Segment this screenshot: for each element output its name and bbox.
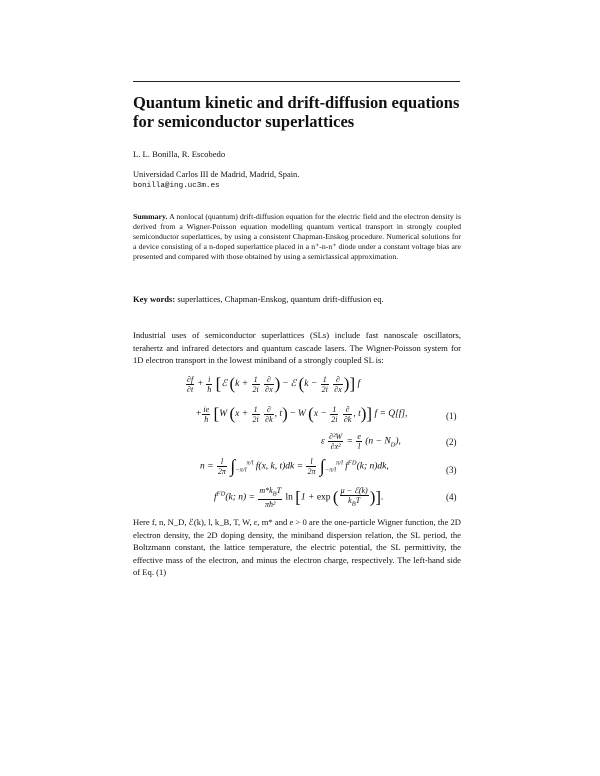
summary: [133, 212, 461, 262]
equation-1-line-2: + $\frac{ie}{ħ}$ [W (x + $\frac{1}{2i}$ $\frac{\partial}{\partial k}$ , t) − W (x − $\frac{1}{2i}$ $\frac{\partial}{\partial k}$ , t)] f = Q[f],: [196, 404, 408, 424]
summary-label: Summary.: [133, 212, 168, 221]
equation-number-1: (1): [446, 411, 457, 421]
paper-title: Quantum kinetic and drift-diffusion equations for semiconductor superlattices: [133, 93, 460, 131]
equation-4: $f^{FD}(k$; n) = $\frac{m*k_BT}{\text{πħ²}}$ ln [1 + exp ( $\frac{\text{μ − ℰ(k)}}{k_BT}$ )].: [214, 486, 384, 509]
equation-number-4: (4): [446, 492, 457, 502]
top-rule: [133, 81, 460, 82]
equation-1-line-1: $\frac{\partial f}{\partial t}$ + $\frac{i}{ħ}$ [ℰ (k + $\frac{1}{2i}$ $\frac{\partial}{\partial x}$ ) − ℰ (k − $\frac{1}{2i}$ $\frac{\partial}{\partial x}$ )] f: [187, 374, 361, 394]
authors: L. L. Bonilla, R. Escobedo: [133, 149, 226, 159]
keywords-text: superlattices, Chapman-Enskog, quantum drift-diffusion eq.: [177, 294, 384, 304]
paragraph-2: Here f, n, N_D, ℰ(k), l, k_B, T, W, ε, m* and e > 0 are the one-particle Wigner function, the 2D electron density, the 2D doping density, the miniband dispersion relation, the SL period, the Boltzmann constant, the lattice temperature, the electric potential, the SL permittivity, the effective mass of the electron, and minus the electron charge, respectively. The left-hand side of Eq. (1): [133, 517, 461, 578]
equation-3: n = $\frac{l}{2\pi}$ $\int_{-\pi/l}^{\pi/l}$ f(x, k, t)dk = $\frac{l}{2\pi}$ $\int_{-\pi/l}^{\pi/l}$ $f^{FD}(k$; n)dk,: [200, 456, 389, 476]
equation-2: ε $\frac{\text{∂²W}}{\text{∂x²}}$ = $\frac{e}{l}$ $(n - N_D)$,: [321, 432, 401, 451]
keywords-label: Key words:: [133, 294, 176, 304]
intro-paragraph: Industrial uses of semiconductor superlattices (SLs) include fast nanoscale oscillators, terahertz and infrared detectors and quantum cascade lasers. The Wigner-Poisson system for 1D electron transport in the lowest miniband of a strongly coupled SL is:: [133, 330, 461, 366]
affiliation: Universidad Carlos III de Madrid, Madrid, Spain.: [133, 170, 300, 179]
email[interactable]: bonilla@ing.uc3m.es: [133, 182, 220, 190]
summary-text: A nonlocal (quantum) drift-diffusion equation for the electric field and the electron density is derived from a Wigner-Poisson equation modelling quantum vertical transport in strongly coupled semiconductor superlattices, by using a consistent Chapman-Enskog procedure. Numerical solutions for a device consisting of a n-doped superlattice placed in a n⁺-n-n⁺ diode under a constant voltage bias are presented and compared with those obtained by using a semiclassical approximation.: [133, 212, 461, 262]
equation-number-2: (2): [446, 437, 457, 447]
equation-number-3: (3): [446, 465, 457, 475]
keywords: [133, 294, 384, 304]
